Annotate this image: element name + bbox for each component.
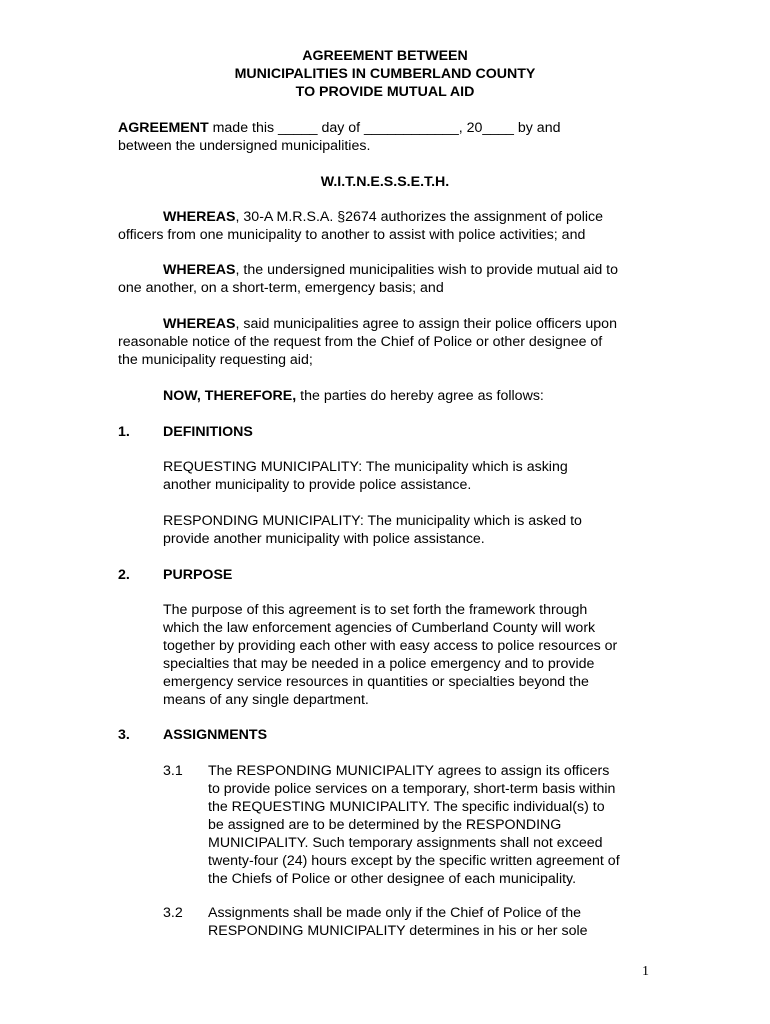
subsection-3-1-number: 3.1 [163,763,183,779]
whereas-2-line-2: one another, on a short-term, emergency basis; and [118,280,444,296]
now-therefore-bold: NOW, THEREFORE, [163,388,297,404]
whereas-1-line-2: officers from one municipality to another to assist with police activities; and [118,227,586,243]
purpose-line: together by providing each other with easy access to police resources or [163,638,618,654]
definition-responding-line-1: RESPONDING MUNICIPALITY: The municipality which is asked to [163,513,582,529]
intro-line-1 [118,119,560,137]
purpose-line: specialties that may be needed in a police emergency and to provide [163,656,595,672]
definition-responding-line-2: provide another municipality with police assistance. [163,531,485,547]
subsection-3-2-line: RESPONDING MUNICIPALITY determines in his or her sole [208,923,588,939]
subsection-3-1-line: to provide police services on a temporary, short-term basis within [208,781,616,797]
subsection-3-1-line: be assigned are to be determined by the RESPONDING [208,817,562,833]
whereas-3-line-2: reasonable notice of the request from the Chief of Police or other designee of [118,334,603,350]
witnesseth-heading: W.I.T.N.E.S.S.E.T.H. [320,174,450,190]
purpose-line: emergency service resources in quantities or specialties beyond the [163,674,589,690]
whereas-2-line-1-text: , the undersigned municipalities wish to provide mutual aid to [235,262,619,278]
subsection-3-1-line: The RESPONDING MUNICIPALITY agrees to assign its officers [208,763,610,779]
whereas-1-line-1-text: , 30-A M.R.S.A. §2674 authorizes the assignment of police [235,209,604,225]
subsection-3-2-number: 3.2 [163,905,183,921]
whereas-1-line-1 [163,208,603,226]
whereas-1-bold: WHEREAS [163,209,236,225]
subsection-3-1-line: MUNICIPALITY. Such temporary assignments shall not exceed [208,835,603,851]
title-line-1: AGREEMENT BETWEEN [302,48,468,64]
subsection-3-1-line: the Chiefs of Police or other designee of each municipality. [208,871,577,887]
purpose-line: which the law enforcement agencies of Cumberland County will work [163,620,596,636]
definition-requesting-line-2: another municipality to provide police assistance. [163,477,472,493]
section-2-heading: PURPOSE [163,567,233,583]
subsection-3-2-line: Assignments shall be made only if the Chief of Police of the [208,905,582,921]
intro-line-1-text: made this _____ day of ____________, 20____ by and [208,120,561,136]
whereas-2-bold: WHEREAS [163,262,236,278]
subsection-3-1-line: the REQUESTING MUNICIPALITY. The specific individual(s) to [208,799,605,815]
purpose-line: means of any single department. [163,692,369,708]
title-line-2: MUNICIPALITIES IN CUMBERLAND COUNTY [234,66,536,82]
section-2-number: 2. [118,567,130,583]
section-3-heading: ASSIGNMENTS [163,727,268,743]
whereas-3-line-1-text: , said municipalities agree to assign their police officers upon [235,316,617,332]
page-number: 1 [642,964,649,979]
section-1-number: 1. [118,424,130,440]
whereas-3-line-3: the municipality requesting aid; [118,352,313,368]
whereas-2-line-1 [163,261,618,279]
now-therefore-line [163,387,544,405]
intro-line-2: between the undersigned municipalities. [118,138,371,154]
subsection-3-1-line: twenty-four (24) hours except by the specific written agreement of [208,853,620,869]
whereas-3-line-1 [163,315,617,333]
now-therefore-text: the parties do hereby agree as follows: [296,388,544,404]
section-3-number: 3. [118,727,130,743]
section-1-heading: DEFINITIONS [163,424,253,440]
intro-bold: AGREEMENT [118,120,209,136]
title-line-3: TO PROVIDE MUTUAL AID [295,84,475,100]
purpose-line: The purpose of this agreement is to set forth the framework through [163,602,588,618]
whereas-3-bold: WHEREAS [163,316,236,332]
definition-requesting-line-1: REQUESTING MUNICIPALITY: The municipality which is asking [163,459,568,475]
